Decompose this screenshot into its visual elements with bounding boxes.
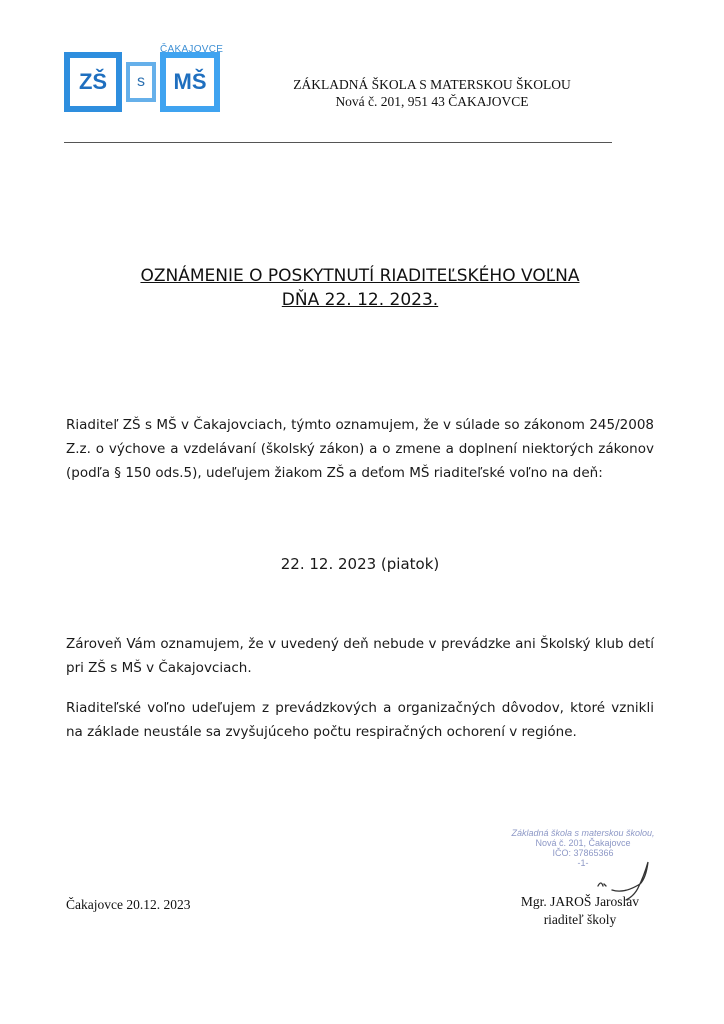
signatory — [500, 893, 660, 929]
title-line-2: DŇA 22. 12. 2023. — [281, 290, 439, 310]
letterhead-address: Nová č. 201, 951 43 ČAKAJOVCE — [335, 94, 529, 109]
letterhead-divider — [64, 142, 612, 143]
document-title — [60, 264, 660, 312]
stamp-line-2: Nová č. 201, Čakajovce — [535, 838, 631, 848]
stamp-line-3: IČO: 37865366 — [552, 848, 614, 858]
logo-ms-box: MŠ — [160, 52, 220, 112]
paragraph-announcement: Riaditeľ ZŠ s MŠ v Čakajovciach, týmto oznamujem, že v súlade so zákonom 245/2008 Z.z. o výchove a vzdelávaní (školský zákon) a o zmene a doplnení niektorých zákonov (podľa § 150 ods.5), udeľujem žiakom ZŠ a deťom MŠ riaditeľské voľno na deň: — [66, 417, 654, 481]
logo-zs-box: ZŠ — [64, 52, 122, 112]
paragraph-reason: Riaditeľské voľno udeľujem z prevádzkových a organizačných dôvodov, ktoré vznikli na základe neustále sa zvyšujúceho počtu respiračných ochorení v regióne. — [66, 700, 654, 740]
holiday-date: 22. 12. 2023 (piatok) — [280, 555, 440, 573]
stamp-line-1: Základná škola s materskou školou, — [511, 828, 655, 838]
logo-village-name: ČAKAJOVCE — [160, 44, 224, 55]
paragraph-school-club: Zároveň Vám oznamujem, že v uvedený deň nebude v prevádzke ani Školský klub detí pri ZŠ s MŠ v Čakajovciach. — [66, 636, 654, 676]
letterhead — [232, 76, 632, 110]
stamp-line-4: -1- — [577, 858, 589, 868]
title-line-1: OZNÁMENIE O POSKYTNUTÍ RIADITEĽSKÉHO VOĽNA — [140, 266, 580, 286]
letterhead-school-name: ZÁKLADNÁ ŠKOLA S MATERSKOU ŠKOLOU — [293, 77, 571, 92]
signer-name: Mgr. JAROŠ Jaroslav — [520, 894, 640, 909]
signer-role: riaditeľ školy — [543, 912, 617, 927]
place-and-date: Čakajovce 20.12. 2023 — [66, 897, 191, 912]
logo-s-box: s — [126, 62, 156, 102]
school-logo — [64, 44, 224, 112]
